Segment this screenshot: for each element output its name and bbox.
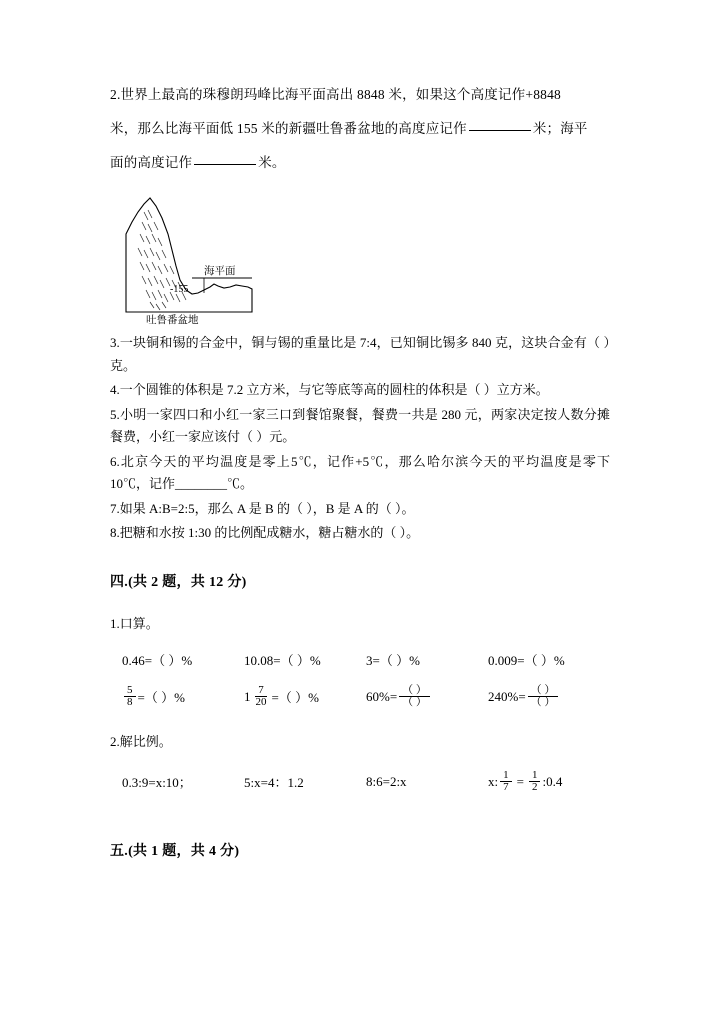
oral-calc-item-3: 3=（ ）% xyxy=(366,652,420,668)
answer-blank-2[interactable] xyxy=(194,163,256,165)
figure-mountain-basin xyxy=(110,194,610,326)
oral-calc-item-5-suffix: =（ ）% xyxy=(137,690,185,706)
figure-label-basin: 吐鲁番盆地 xyxy=(146,315,199,326)
proportion-item-4 xyxy=(488,770,610,794)
proportion-item-2: 5:x=4：1.2 xyxy=(244,775,304,791)
answer-fraction-blank-2[interactable]: $\frac{( )}{( )}$ xyxy=(528,685,559,709)
question-3: 3.一块铜和锡的合金中，铜与锡的重量比是 7:4，已知铜比锡多 840 克，这块合金有（ ）克。 xyxy=(110,335,610,373)
proportion-item-4-equals: = xyxy=(516,773,524,789)
oral-calc-item-8-prefix: 240%= xyxy=(488,688,526,704)
mixed-number-1-7-20 xyxy=(244,685,272,709)
proportion-item-4-suffix: :0.4 xyxy=(542,773,563,789)
question-2-text-3: 米；海平 xyxy=(532,121,588,136)
section-4-sub-1: 1.口算。 xyxy=(110,615,159,631)
oral-calc-item-7 xyxy=(366,685,488,709)
figure-label-sea-level: 海平面 xyxy=(204,266,236,277)
question-2-text-4: 面的高度记作 xyxy=(110,155,193,170)
proportion-item-4-prefix: x: xyxy=(488,773,499,789)
proportion-item-1: 0.3:9=x:10； xyxy=(122,775,192,791)
mixed-whole: 1 xyxy=(244,688,251,704)
oral-calc-item-6 xyxy=(244,685,366,709)
question-8: 8.把糖和水按 1:30 的比例配成糖水，糖占糖水的（ ）。 xyxy=(110,525,420,540)
proportion-row xyxy=(110,770,610,794)
oral-calc-item-8 xyxy=(488,685,610,709)
figure-svg xyxy=(118,194,258,322)
oral-calc-row-1 xyxy=(110,650,610,669)
oral-calc-item-1: 0.46=（ ）% xyxy=(122,652,193,668)
question-5: 5.小明一家四口和小红一家三口到餐馆聚餐，餐费一共是 280 元，两家决定按人数分摊餐费，小红一家应该付（ ）元。 xyxy=(110,406,610,444)
fraction-1-2: $\frac{1}{2}$ xyxy=(529,770,541,794)
section-5-title: 五.(共 1 题，共 4 分) xyxy=(110,843,240,859)
question-2-line-3 xyxy=(110,146,610,180)
oral-calc-item-7-prefix: 60%= xyxy=(366,688,398,704)
question-7: 7.如果 A:B=2:5，那么 A 是 B 的（ ），B 是 A 的（ ）。 xyxy=(110,500,415,516)
answer-fraction-blank-1[interactable]: $\frac{( )}{( )}$ xyxy=(399,685,430,709)
oral-calc-item-4: 0.009=（ ）% xyxy=(488,652,565,668)
oral-calc-row-2 xyxy=(110,685,610,709)
question-2-line-1: 2.世界上最高的珠穆朗玛峰比海平面高出 8848 米，如果这个高度记作+8848 xyxy=(110,87,561,102)
question-6: 6.北京今天的平均温度是零上5℃，记作+5℃，那么哈尔滨今天的平均温度是零下 10℃，记作________℃。 xyxy=(110,453,610,491)
proportion-item-3: 8:6=2:x xyxy=(366,773,407,789)
fraction-1-7: $\frac{1}{7}$ xyxy=(500,770,512,794)
oral-calc-item-6-suffix: =（ ）% xyxy=(271,690,319,706)
question-2-text-5: 米。 xyxy=(258,155,286,170)
oral-calc-item-5 xyxy=(122,685,244,709)
figure-label-depth: -155 xyxy=(170,284,189,295)
oral-calc-item-2: 10.08=（ ）% xyxy=(244,652,321,668)
question-2-line-2 xyxy=(110,112,610,146)
question-2-text-2: 米，那么比海平面低 155 米的新疆吐鲁番盆地的高度应记作 xyxy=(110,121,467,136)
section-4-title: 四.(共 2 题，共 12 分) xyxy=(110,574,247,590)
fraction-7-20: $\frac{7}{20}$ xyxy=(255,683,267,709)
answer-blank-1[interactable] xyxy=(469,129,531,131)
question-2 xyxy=(110,78,610,180)
fraction-5-8: $\frac{5}{8}$ xyxy=(124,685,136,709)
fill-in-questions-list xyxy=(110,332,610,545)
section-4-sub-2: 2.解比例。 xyxy=(110,733,172,749)
question-4: 4.一个圆锥的体积是 7.2 立方米，与它等底等高的圆柱的体积是（ ）立方米。 xyxy=(110,382,549,397)
